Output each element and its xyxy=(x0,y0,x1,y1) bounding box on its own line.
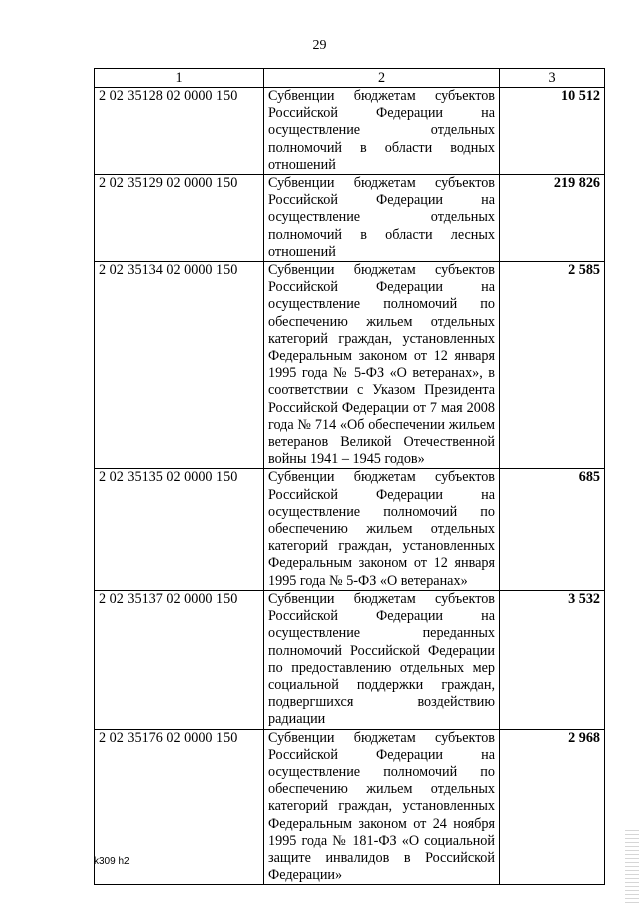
revenue-description: Субвенции бюджетам субъектов Российской Федерации на осуществление отдельных полномочий в области лесных отношений xyxy=(264,175,500,262)
page-number: 29 xyxy=(312,38,327,53)
revenue-amount: 685 xyxy=(500,469,605,590)
revenue-description: Субвенции бюджетам субъектов Российской Федерации на осуществление переданных полномочий Российской Федерации по предоставлению отдельных мер социальной поддержки граждан, подвергшихся воздействию радиации xyxy=(264,590,500,729)
revenue-code: 2 02 35176 02 0000 150 xyxy=(95,729,264,885)
table-row xyxy=(95,469,605,590)
document-footer-code: k309 h2 xyxy=(94,856,130,867)
revenue-description: Субвенции бюджетам субъектов Российской Федерации на осуществление полномочий по обеспечению жильем отдельных категорий граждан, установленных Федеральным законом от 12 января 1995 года № 5-ФЗ «О ветеранах» xyxy=(264,469,500,590)
scan-edge-artifact xyxy=(625,830,639,905)
revenue-amount: 2 968 xyxy=(500,729,605,885)
revenue-amount: 219 826 xyxy=(500,175,605,262)
revenue-description: Субвенции бюджетам субъектов Российской Федерации на осуществление отдельных полномочий в области водных отношений xyxy=(264,88,500,175)
column-header: 2 xyxy=(264,69,500,88)
budget-table xyxy=(94,68,605,885)
table-row xyxy=(95,729,605,885)
table-row xyxy=(95,262,605,469)
revenue-description: Субвенции бюджетам субъектов Российской Федерации на осуществление полномочий по обеспечению жильем отдельных категорий граждан, установленных Федеральным законом от 12 января 1995 года № 5-ФЗ «О ветеранах», в соответствии с Указом Президента Российской Федерации от 7 мая 2008 года № 714 «Об обеспечении жильем ветеранов Великой Отечественной войны 1941 – 1945 годов» xyxy=(264,262,500,469)
table-header-row xyxy=(95,69,605,88)
column-header: 1 xyxy=(95,69,264,88)
revenue-code: 2 02 35135 02 0000 150 xyxy=(95,469,264,590)
table-row xyxy=(95,590,605,729)
column-header: 3 xyxy=(500,69,605,88)
revenue-code: 2 02 35129 02 0000 150 xyxy=(95,175,264,262)
table-row xyxy=(95,88,605,175)
revenue-code: 2 02 35137 02 0000 150 xyxy=(95,590,264,729)
revenue-description: Субвенции бюджетам субъектов Российской Федерации на осуществление полномочий по обеспечению жильем отдельных категорий граждан, установленных Федеральным законом от 24 ноября 1995 года № 181-ФЗ «О социальной защите инвалидов в Российской Федерации» xyxy=(264,729,500,885)
revenue-amount: 3 532 xyxy=(500,590,605,729)
revenue-amount: 10 512 xyxy=(500,88,605,175)
revenue-code: 2 02 35134 02 0000 150 xyxy=(95,262,264,469)
revenue-amount: 2 585 xyxy=(500,262,605,469)
table-row xyxy=(95,175,605,262)
revenue-code: 2 02 35128 02 0000 150 xyxy=(95,88,264,175)
